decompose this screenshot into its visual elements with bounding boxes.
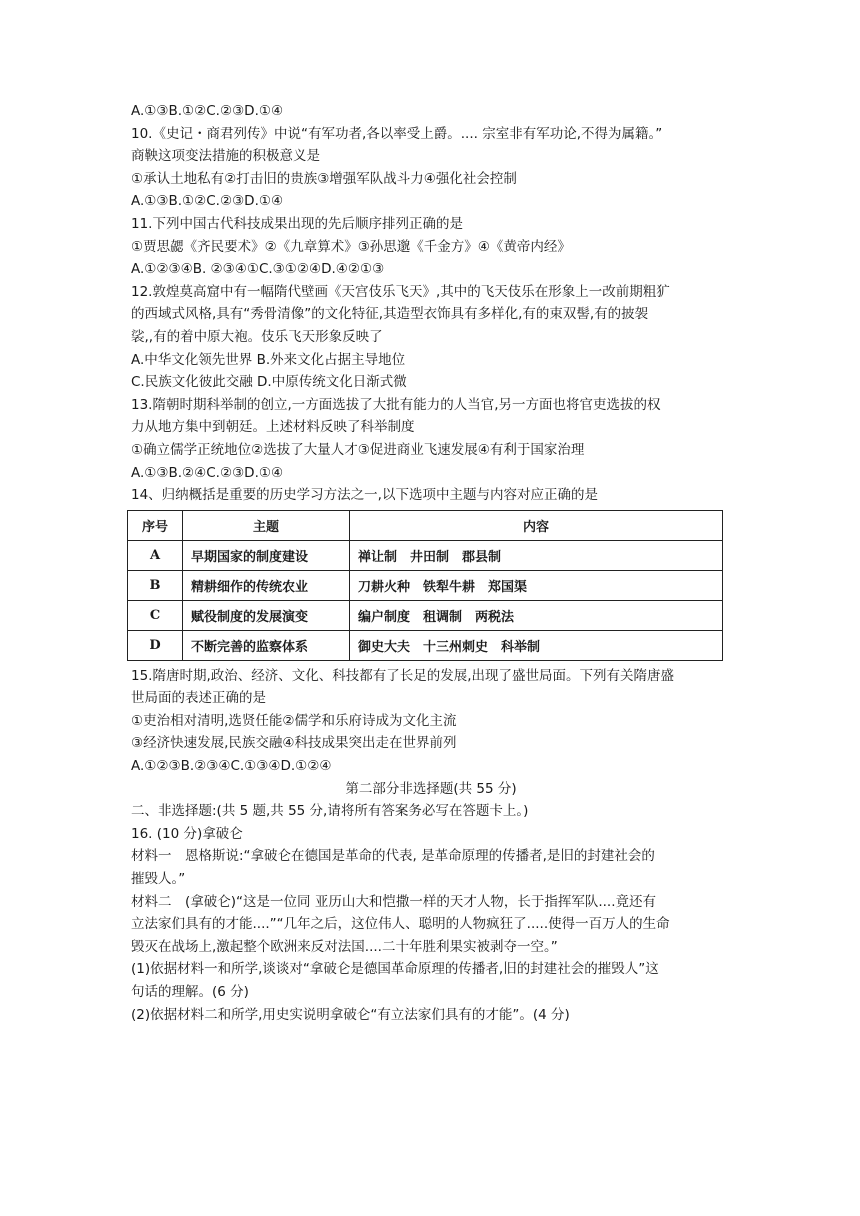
row-content: 编户制度 租调制 两税法	[350, 600, 723, 630]
text-line: 毁灭在战场上,激起整个欧洲来反对法国....二十年胜利果实被剥夺一空。”	[131, 938, 558, 955]
text-line: 13.隋朝时期科举制的创立,一方面选拔了大批有能力的人当官,另一方面也将官吏选拔的权	[131, 396, 661, 413]
table-header-row	[128, 510, 723, 540]
text-line: 的西域式风格,具有“秀骨清像”的文化特征,其造型衣饰具有多样化,有的束双髻,有的披袈	[131, 306, 649, 323]
text-line: ①承认土地私有②打击旧的贵族③增强军队战斗力④强化社会控制	[131, 170, 517, 187]
questions-9-14	[131, 100, 731, 507]
text-line: 句话的理解。(6 分)	[131, 984, 249, 1000]
row-content: 禅让制 井田制 郡县制	[350, 540, 723, 570]
text-line: 商鞅这项变法措施的积极意义是	[131, 148, 320, 165]
row-label: C	[128, 600, 183, 630]
text-line: A.①③B.②④C.②③D.①④	[131, 464, 284, 481]
row-topic: 赋役制度的发展演变	[183, 600, 350, 630]
table-row	[128, 570, 723, 600]
text-line: 力从地方集中到朝廷。上述材料反映了科举制度	[131, 419, 415, 436]
page-content	[131, 100, 731, 1026]
row-label: B	[128, 570, 183, 600]
part-two-questions	[131, 800, 731, 1026]
text-line: ③经济快速发展,民族交融④科技成果突出走在世界前列	[131, 735, 457, 752]
q14-table	[127, 510, 723, 661]
text-line: 10.《史记・商君列传》中说“有军功者,各以率受上爵。.... 宗室非有军功论,不得为属籍。”	[131, 125, 663, 142]
text-line: 16. (10 分)拿破仑	[131, 825, 243, 842]
table-header-content: 内容	[350, 510, 723, 540]
text-line: ①贾思勰《齐民要术》②《九章算术》③孙思邈《千金方》④《黄帝内经》	[131, 238, 571, 255]
row-content: 刀耕火种 铁犁牛耕 郑国渠	[350, 570, 723, 600]
row-topic: 不断完善的监察体系	[183, 630, 350, 660]
text-line: A.①②③B.②③④C.①③④D.①②④	[131, 758, 332, 775]
text-line: ①吏治相对清明,选贤任能②儒学和乐府诗成为文化主流	[131, 712, 457, 729]
text-line: 摧毁人。”	[131, 871, 186, 888]
question-15	[131, 665, 731, 778]
text-line: (1)依据材料一和所学,谈谈对“拿破仑是德国革命原理的传播者,旧的封建社会的摧毁人”这	[131, 961, 659, 978]
row-label: A	[128, 540, 183, 570]
text-line: A.①③B.①②C.②③D.①④	[131, 193, 284, 210]
text-line: 14、归纳概括是重要的历史学习方法之一,以下选项中主题与内容对应正确的是	[131, 487, 598, 504]
table-header-no: 序号	[128, 510, 183, 540]
row-label: D	[128, 630, 183, 660]
text-line: 二、非选择题:(共 5 题,共 55 分,请将所有答案务必写在答题卡上。)	[131, 803, 529, 820]
text-line: 立法家们具有的才能....”“几年之后，这位伟人、聪明的人物疯狂了.....使得一百万人的生命	[131, 916, 670, 933]
table-row	[128, 540, 723, 570]
text-line: A.①③B.①②C.②③D.①④	[131, 103, 284, 119]
text-line: ①确立儒学正统地位②选拔了大量人才③促进商业飞速发展④有利于国家治理	[131, 441, 585, 458]
text-line: 材料一 恩格斯说:“拿破仑在德国是革命的代表, 是革命原理的传播者,是旧的封建社会的	[131, 848, 655, 865]
table-row	[128, 630, 723, 660]
text-line: 裟,,有的着中原大袍。伎乐飞天形象反映了	[131, 328, 383, 345]
row-content: 御史大夫 十三州刺史 科举制	[350, 630, 723, 660]
text-line: (2)依据材料二和所学,用史实说明拿破仑“有立法家们具有的才能”。(4 分)	[131, 1006, 570, 1023]
text-line: A.①②③④B. ②③④①C.③①②④D.④②①③	[131, 261, 385, 278]
text-line: 11.下列中国古代科技成果出现的先后顺序排列正确的是	[131, 215, 463, 232]
row-topic: 精耕细作的传统农业	[183, 570, 350, 600]
text-line: 材料二 (拿破仑)“这是一位同 亚历山大和恺撒一样的天才人物，长于指挥军队....竟还有	[131, 893, 656, 910]
text-line: C.民族文化彼此交融 D.中原传统文化日渐式微	[131, 374, 407, 391]
table-header-topic: 主题	[183, 510, 350, 540]
text-line: 12.敦煌莫高窟中有一幅隋代壁画《天宫伎乐飞天》,其中的飞天伎乐在形象上一改前期粗犷	[131, 283, 670, 300]
text-line: A.中华文化领先世界 B.外来文化占据主导地位	[131, 351, 406, 368]
part-two-title: 第二部分非选择题(共 55 分)	[345, 780, 517, 797]
text-line: 15.隋唐时期,政治、经济、文化、科技都有了长足的发展,出现了盛世局面。下列有关隋唐盛	[131, 667, 675, 684]
table-row	[128, 600, 723, 630]
row-topic: 早期国家的制度建设	[183, 540, 350, 570]
text-line: 世局面的表述正确的是	[131, 690, 266, 707]
